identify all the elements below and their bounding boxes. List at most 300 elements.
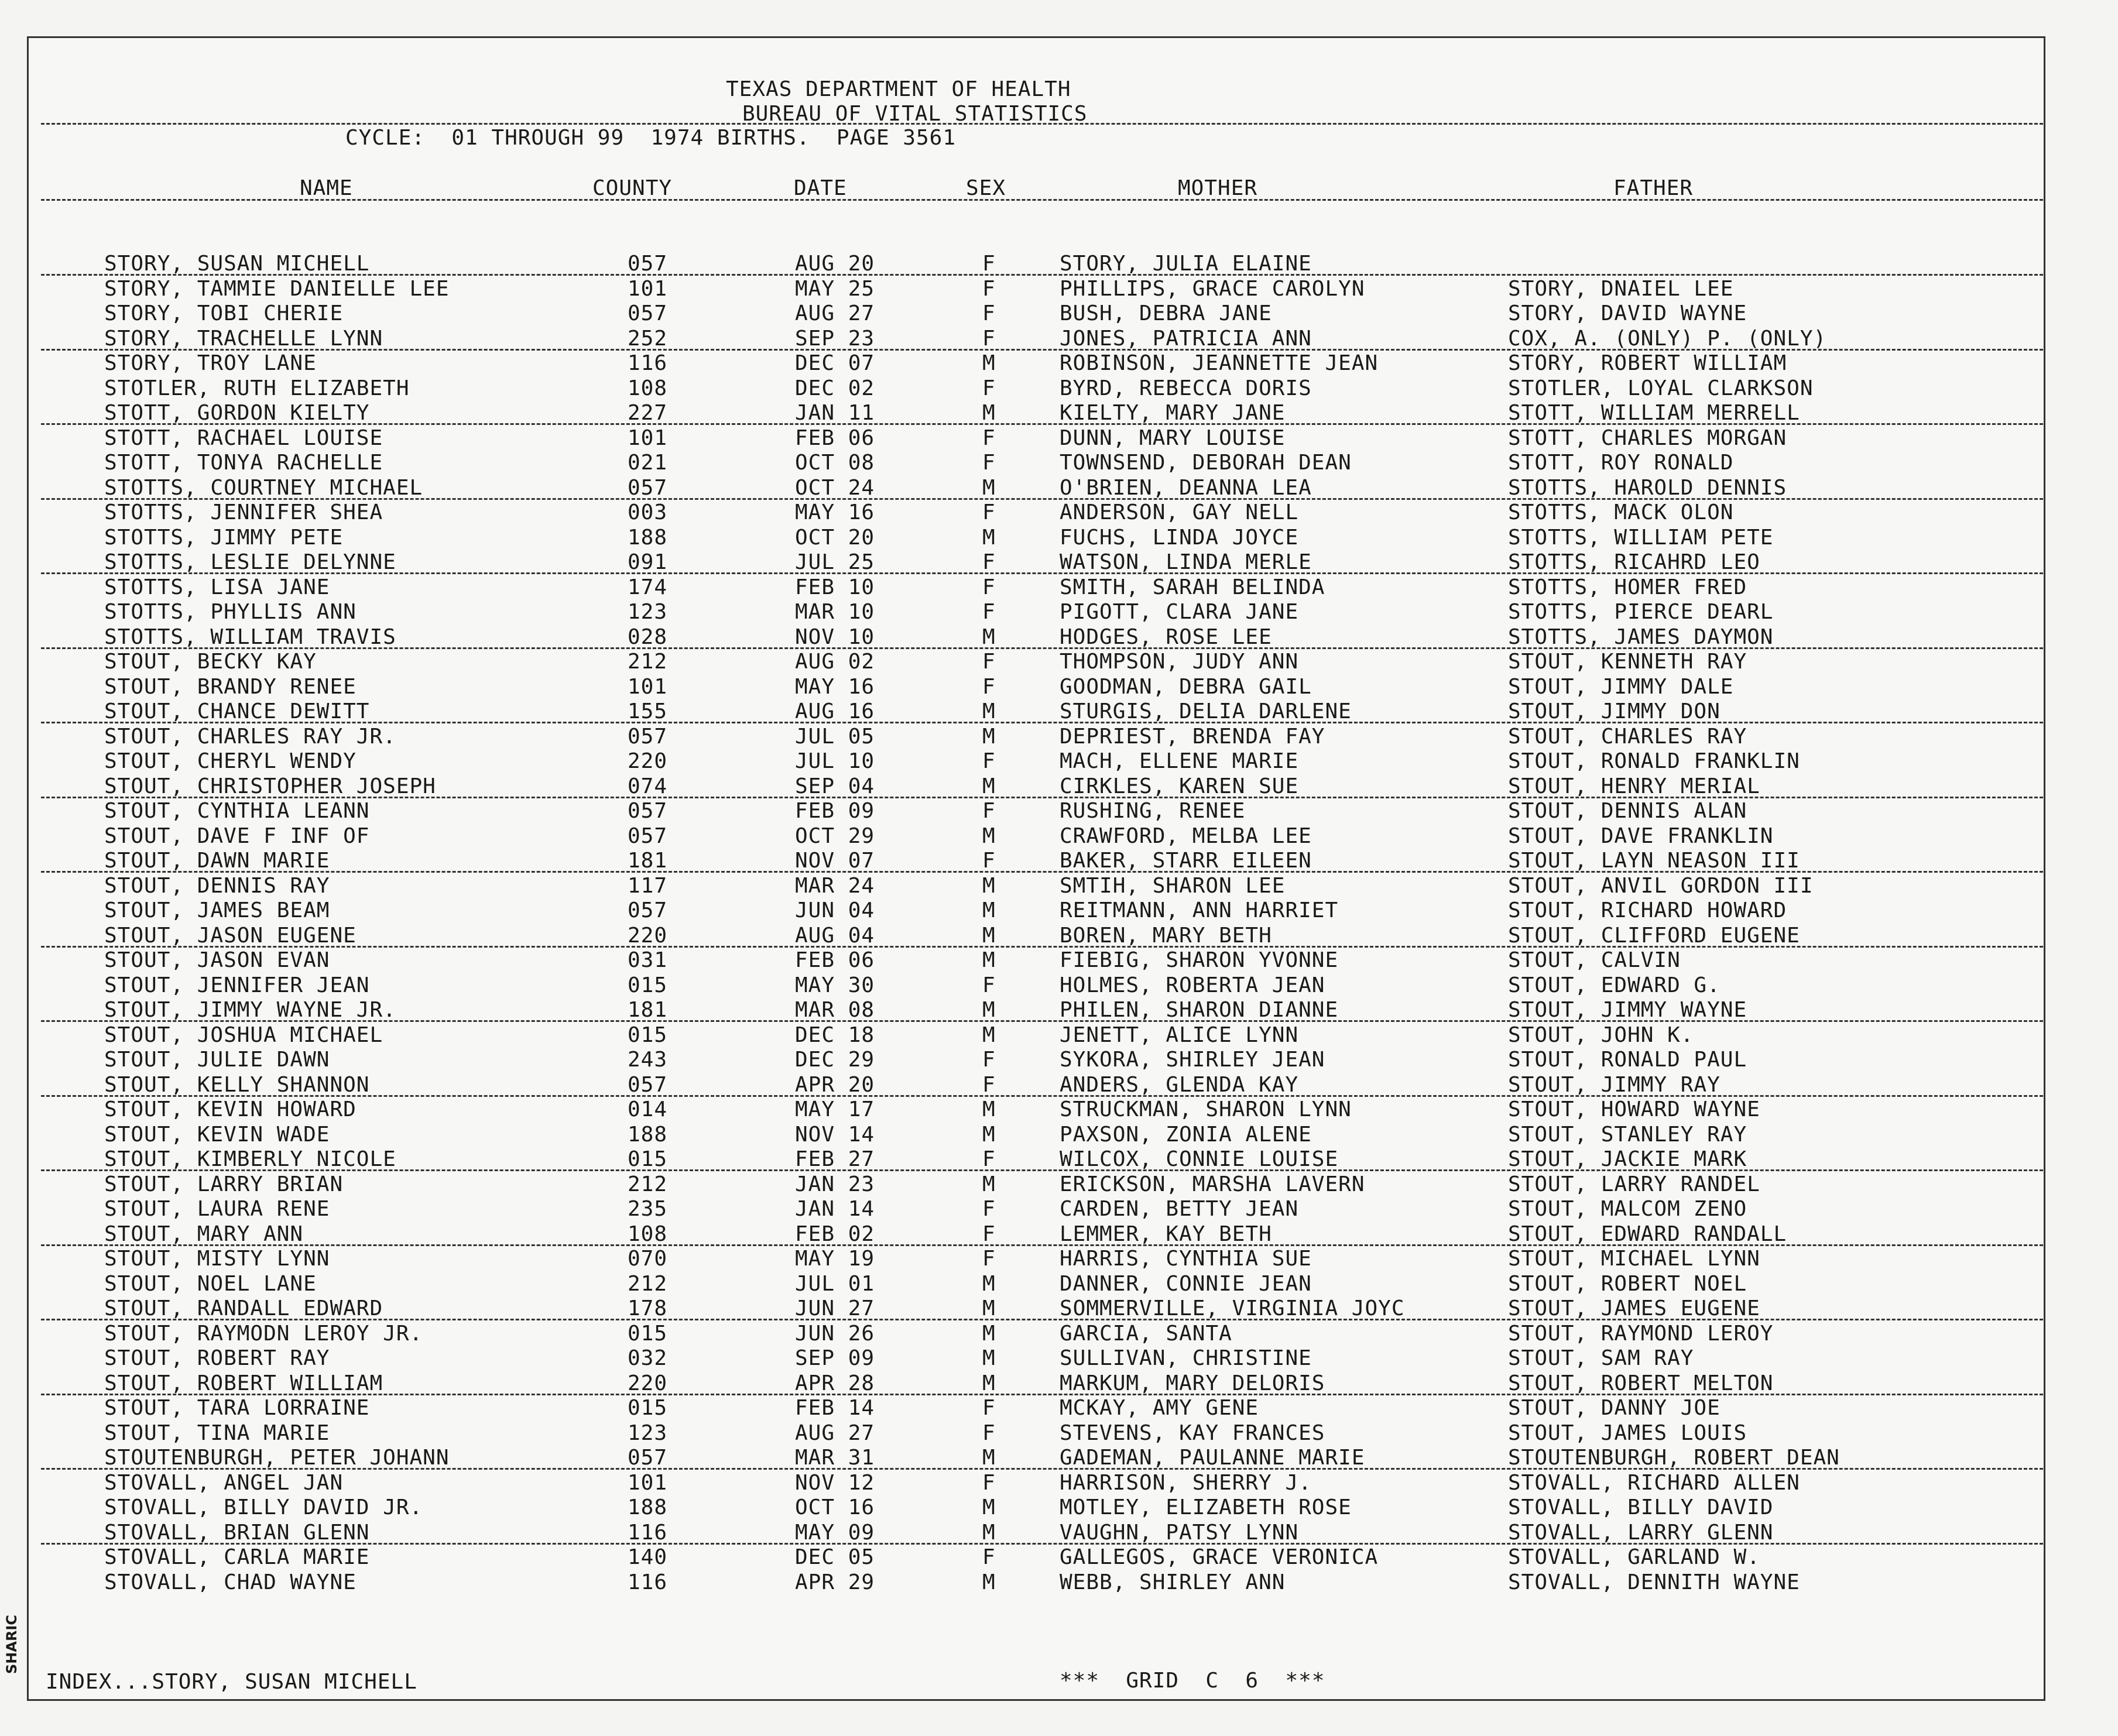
cell-county: 070 bbox=[628, 1247, 668, 1271]
cell-sex: M bbox=[982, 1570, 996, 1594]
cell-name: STOVALL, ANGEL JAN bbox=[104, 1470, 344, 1495]
cell-date: OCT 29 bbox=[795, 824, 875, 848]
cell-mother: WILCOX, CONNIE LOUISE bbox=[1060, 1147, 1339, 1171]
cell-mother: GADEMAN, PAULANNE MARIE bbox=[1060, 1446, 1365, 1470]
cell-name: STOTTS, JENNIFER SHEA bbox=[104, 500, 383, 524]
cell-name: STOTTS, JIMMY PETE bbox=[104, 525, 344, 550]
cell-sex: F bbox=[982, 973, 996, 997]
cell-sex: M bbox=[982, 948, 996, 972]
cell-date: NOV 07 bbox=[795, 849, 875, 873]
cell-county: 117 bbox=[628, 873, 668, 898]
cell-name: STOUT, RANDALL EDWARD bbox=[104, 1296, 383, 1320]
cell-county: 057 bbox=[628, 252, 668, 276]
cell-name: STOUT, CYNTHIA LEANN bbox=[104, 799, 370, 823]
table-row bbox=[0, 699, 2118, 724]
cell-county: 181 bbox=[628, 998, 668, 1022]
cell-father: STOUT, ROBERT NOEL bbox=[1508, 1271, 1747, 1296]
cell-date: FEB 10 bbox=[795, 575, 875, 599]
cell-name: STOVALL, CHAD WAYNE bbox=[104, 1570, 357, 1594]
table-row bbox=[0, 1495, 2118, 1520]
column-header-date: DATE bbox=[794, 176, 847, 200]
cell-sex: F bbox=[982, 301, 996, 325]
cell-name: STOUT, TARA LORRAINE bbox=[104, 1396, 370, 1420]
cell-date: FEB 09 bbox=[795, 799, 875, 823]
cell-county: 155 bbox=[628, 699, 668, 723]
cell-name: STOUT, NOEL LANE bbox=[104, 1271, 317, 1296]
cell-father: STOVALL, LARRY GLENN bbox=[1508, 1520, 1774, 1545]
cell-county: 212 bbox=[628, 650, 668, 674]
cell-county: 188 bbox=[628, 1122, 668, 1147]
cycle-line: CYCLE: 01 THROUGH 99 1974 BIRTHS. PAGE 3561 bbox=[345, 126, 956, 150]
cell-father: STOUT, EDWARD RANDALL bbox=[1508, 1222, 1787, 1246]
cell-father: STOUT, RAYMOND LEROY bbox=[1508, 1321, 1774, 1346]
cell-name: STOUT, BECKY KAY bbox=[104, 650, 317, 674]
cell-mother: KIELTY, MARY JANE bbox=[1060, 401, 1286, 425]
cell-county: 243 bbox=[628, 1048, 668, 1072]
footer-grid: *** GRID C 6 *** bbox=[1060, 1669, 1325, 1693]
cell-date: AUG 16 bbox=[795, 699, 875, 723]
cell-county: 188 bbox=[628, 1495, 668, 1519]
cell-sex: F bbox=[982, 426, 996, 450]
cell-date: NOV 12 bbox=[795, 1470, 875, 1495]
table-row bbox=[0, 301, 2118, 326]
group-separator bbox=[41, 797, 2043, 798]
cell-sex: M bbox=[982, 1097, 996, 1121]
cell-sex: F bbox=[982, 252, 996, 276]
cell-date: OCT 16 bbox=[795, 1495, 875, 1519]
cell-mother: WATSON, LINDA MERLE bbox=[1060, 550, 1312, 574]
table-row bbox=[0, 1371, 2118, 1396]
cell-mother: GARCIA, SANTA bbox=[1060, 1321, 1232, 1346]
cell-sex: M bbox=[982, 923, 996, 948]
cell-father: STOUT, JOHN K. bbox=[1508, 1023, 1694, 1047]
cell-sex: F bbox=[982, 575, 996, 599]
cell-sex: F bbox=[982, 1197, 996, 1221]
cell-name: STOUT, JOSHUA MICHAEL bbox=[104, 1023, 383, 1047]
cell-father: STOUT, LARRY RANDEL bbox=[1508, 1172, 1760, 1196]
cell-county: 101 bbox=[628, 1470, 668, 1495]
cell-father: STOTT, WILLIAM MERRELL bbox=[1508, 401, 1800, 425]
table-row bbox=[0, 1521, 2118, 1545]
cell-father: STOUT, DENNIS ALAN bbox=[1508, 799, 1747, 823]
cell-county: 116 bbox=[628, 1570, 668, 1594]
cell-name: STORY, TAMMIE DANIELLE LEE bbox=[104, 276, 450, 301]
cell-sex: M bbox=[982, 351, 996, 375]
cell-sex: F bbox=[982, 1048, 996, 1072]
cell-name: STOUT, CHERYL WENDY bbox=[104, 749, 357, 773]
cell-county: 252 bbox=[628, 326, 668, 351]
cell-date: MAY 19 bbox=[795, 1247, 875, 1271]
cell-name: STOUT, ROBERT RAY bbox=[104, 1346, 330, 1370]
cell-county: 057 bbox=[628, 799, 668, 823]
cell-father: STOUT, HOWARD WAYNE bbox=[1508, 1097, 1760, 1121]
cell-mother: FIEBIG, SHARON YVONNE bbox=[1060, 948, 1339, 972]
cell-county: 057 bbox=[628, 724, 668, 749]
cell-date: MAY 30 bbox=[795, 973, 875, 997]
group-separator bbox=[41, 423, 2043, 425]
cell-father: STOUT, JAMES LOUIS bbox=[1508, 1421, 1747, 1445]
cell-sex: F bbox=[982, 1470, 996, 1495]
group-separator bbox=[41, 349, 2043, 351]
table-row bbox=[0, 1545, 2118, 1570]
group-separator bbox=[41, 1394, 2043, 1395]
cell-mother: CRAWFORD, MELBA LEE bbox=[1060, 824, 1312, 848]
table-row bbox=[0, 1172, 2118, 1197]
footer-index: INDEX...STORY, SUSAN MICHELL bbox=[46, 1670, 417, 1694]
table-row bbox=[0, 1471, 2118, 1495]
cell-mother: HARRIS, CYNTHIA SUE bbox=[1060, 1247, 1312, 1271]
cell-mother: GOODMAN, DEBRA GAIL bbox=[1060, 674, 1312, 699]
cell-county: 108 bbox=[628, 376, 668, 400]
cell-county: 003 bbox=[628, 500, 668, 524]
cell-father: STOTTS, JAMES DAYMON bbox=[1508, 625, 1774, 649]
cell-mother: JONES, PATRICIA ANN bbox=[1060, 326, 1312, 351]
cell-date: NOV 10 bbox=[795, 625, 875, 649]
cell-name: STOVALL, CARLA MARIE bbox=[104, 1545, 370, 1569]
cell-name: STOUT, JASON EVAN bbox=[104, 948, 330, 972]
cell-date: MAR 31 bbox=[795, 1446, 875, 1470]
cell-name: STOUT, JAMES BEAM bbox=[104, 898, 330, 922]
cell-sex: F bbox=[982, 650, 996, 674]
cell-mother: BAKER, STARR EILEEN bbox=[1060, 849, 1312, 873]
cell-father: STOUT, DANNY JOE bbox=[1508, 1396, 1721, 1420]
cell-sex: F bbox=[982, 1222, 996, 1246]
table-row bbox=[0, 625, 2118, 650]
cell-sex: M bbox=[982, 1321, 996, 1346]
cell-mother: DUNN, MARY LOUISE bbox=[1060, 426, 1286, 450]
cell-name: STOUT, JULIE DAWN bbox=[104, 1048, 330, 1072]
side-label: SHARIC bbox=[4, 1615, 20, 1674]
cell-date: AUG 27 bbox=[795, 301, 875, 325]
cell-sex: M bbox=[982, 824, 996, 848]
cell-sex: M bbox=[982, 1446, 996, 1470]
table-row bbox=[0, 774, 2118, 799]
cell-sex: F bbox=[982, 849, 996, 873]
cell-father: STOUT, STANLEY RAY bbox=[1508, 1122, 1747, 1147]
table-row bbox=[0, 1272, 2118, 1296]
cell-mother: HARRISON, SHERRY J. bbox=[1060, 1470, 1312, 1495]
table-row bbox=[0, 1048, 2118, 1072]
group-separator bbox=[41, 871, 2043, 873]
cell-date: FEB 02 bbox=[795, 1222, 875, 1246]
cell-sex: M bbox=[982, 625, 996, 649]
cell-name: STOTT, RACHAEL LOUISE bbox=[104, 426, 383, 450]
cell-county: 032 bbox=[628, 1346, 668, 1370]
table-row bbox=[0, 1073, 2118, 1097]
cell-sex: M bbox=[982, 1495, 996, 1519]
cell-sex: M bbox=[982, 724, 996, 749]
cell-date: SEP 09 bbox=[795, 1346, 875, 1370]
cell-county: 174 bbox=[628, 575, 668, 599]
cell-county: 015 bbox=[628, 1147, 668, 1171]
cell-name: STOUT, KEVIN WADE bbox=[104, 1122, 330, 1147]
cell-date: DEC 07 bbox=[795, 351, 875, 375]
cell-father: STOUT, SAM RAY bbox=[1508, 1346, 1694, 1370]
cell-date: AUG 20 bbox=[795, 252, 875, 276]
cell-father: STORY, DNAIEL LEE bbox=[1508, 276, 1734, 301]
cell-mother: HOLMES, ROBERTA JEAN bbox=[1060, 973, 1325, 997]
cell-sex: M bbox=[982, 774, 996, 798]
cell-sex: F bbox=[982, 600, 996, 624]
cell-county: 057 bbox=[628, 824, 668, 848]
cell-name: STOTT, GORDON KIELTY bbox=[104, 401, 370, 425]
table-row bbox=[0, 650, 2118, 674]
cell-county: 178 bbox=[628, 1296, 668, 1320]
cell-mother: O'BRIEN, DEANNA LEA bbox=[1060, 475, 1312, 500]
cell-mother: GALLEGOS, GRACE VERONICA bbox=[1060, 1545, 1379, 1569]
cell-father: STOUT, RICHARD HOWARD bbox=[1508, 898, 1787, 922]
cell-mother: PHILEN, SHARON DIANNE bbox=[1060, 998, 1339, 1022]
cell-sex: M bbox=[982, 699, 996, 723]
cell-mother: STEVENS, KAY FRANCES bbox=[1060, 1421, 1325, 1445]
cell-date: AUG 02 bbox=[795, 650, 875, 674]
cell-county: 140 bbox=[628, 1545, 668, 1569]
cell-county: 108 bbox=[628, 1222, 668, 1246]
cell-county: 188 bbox=[628, 525, 668, 550]
table-row bbox=[0, 327, 2118, 351]
cell-sex: F bbox=[982, 1396, 996, 1420]
header-line-1: TEXAS DEPARTMENT OF HEALTH bbox=[726, 77, 1071, 101]
cell-father: STOTTS, HAROLD DENNIS bbox=[1508, 475, 1787, 500]
cell-county: 057 bbox=[628, 898, 668, 922]
table-row bbox=[0, 998, 2118, 1023]
table-row bbox=[0, 973, 2118, 998]
cell-father: STOUT, HENRY MERIAL bbox=[1508, 774, 1760, 798]
cell-date: DEC 02 bbox=[795, 376, 875, 400]
cell-date: MAY 09 bbox=[795, 1520, 875, 1545]
cell-sex: F bbox=[982, 276, 996, 301]
cell-county: 015 bbox=[628, 1321, 668, 1346]
table-row bbox=[0, 550, 2118, 575]
cell-father: STOVALL, BILLY DAVID bbox=[1508, 1495, 1774, 1519]
cell-mother: THOMPSON, JUDY ANN bbox=[1060, 650, 1299, 674]
cell-father: STOUT, RONALD PAUL bbox=[1508, 1048, 1747, 1072]
cell-date: NOV 14 bbox=[795, 1122, 875, 1147]
column-header-rule bbox=[41, 199, 2043, 201]
cell-county: 220 bbox=[628, 1371, 668, 1395]
cell-sex: M bbox=[982, 1520, 996, 1545]
cell-date: JAN 14 bbox=[795, 1197, 875, 1221]
cell-county: 212 bbox=[628, 1271, 668, 1296]
group-separator bbox=[41, 1020, 2043, 1022]
cell-father: STOUT, CHARLES RAY bbox=[1508, 724, 1747, 749]
cell-date: MAR 10 bbox=[795, 600, 875, 624]
cell-date: FEB 06 bbox=[795, 426, 875, 450]
cell-name: STOUT, TINA MARIE bbox=[104, 1421, 330, 1445]
cell-sex: F bbox=[982, 799, 996, 823]
cell-name: STOUT, DENNIS RAY bbox=[104, 873, 330, 898]
cell-county: 015 bbox=[628, 1396, 668, 1420]
column-header-mother: MOTHER bbox=[1178, 176, 1258, 200]
group-separator bbox=[41, 1543, 2043, 1545]
cell-name: STOTTS, COURTNEY MICHAEL bbox=[104, 475, 423, 500]
cell-date: OCT 08 bbox=[795, 451, 875, 475]
cell-name: STOUT, RAYMODN LEROY JR. bbox=[104, 1321, 423, 1346]
cell-name: STOUT, CHRISTOPHER JOSEPH bbox=[104, 774, 436, 798]
cell-sex: F bbox=[982, 1247, 996, 1271]
cell-mother: REITMANN, ANN HARRIET bbox=[1060, 898, 1339, 922]
cell-name: STOUT, KELLY SHANNON bbox=[104, 1072, 370, 1097]
cell-father: STOTTS, MACK OLON bbox=[1508, 500, 1734, 524]
cell-father: STOTT, ROY RONALD bbox=[1508, 451, 1734, 475]
cell-name: STOUT, DAVE F INF OF bbox=[104, 824, 370, 848]
cell-sex: M bbox=[982, 1122, 996, 1147]
table-row bbox=[0, 401, 2118, 426]
cell-father: STOTTS, WILLIAM PETE bbox=[1508, 525, 1774, 550]
cell-name: STOUT, ROBERT WILLIAM bbox=[104, 1371, 383, 1395]
cell-name: STOUT, CHANCE DEWITT bbox=[104, 699, 370, 723]
cell-county: 028 bbox=[628, 625, 668, 649]
cell-county: 181 bbox=[628, 849, 668, 873]
cell-date: FEB 14 bbox=[795, 1396, 875, 1420]
cell-date: APR 20 bbox=[795, 1072, 875, 1097]
cell-date: JUN 04 bbox=[795, 898, 875, 922]
cell-mother: SULLIVAN, CHRISTINE bbox=[1060, 1346, 1312, 1370]
cell-name: STOVALL, BRIAN GLENN bbox=[104, 1520, 370, 1545]
cell-father: STOUT, DAVE FRANKLIN bbox=[1508, 824, 1774, 848]
cell-name: STOTT, TONYA RACHELLE bbox=[104, 451, 383, 475]
cell-name: STOUT, MARY ANN bbox=[104, 1222, 304, 1246]
cell-county: 074 bbox=[628, 774, 668, 798]
group-separator bbox=[41, 1319, 2043, 1320]
cell-county: 101 bbox=[628, 426, 668, 450]
cell-sex: F bbox=[982, 1545, 996, 1569]
group-separator bbox=[41, 722, 2043, 723]
table-row bbox=[0, 849, 2118, 873]
cell-father: STOUT, JACKIE MARK bbox=[1508, 1147, 1747, 1171]
cell-mother: ANDERS, GLENDA KAY bbox=[1060, 1072, 1299, 1097]
cell-date: JUL 10 bbox=[795, 749, 875, 773]
cell-name: STOUT, BRANDY RENEE bbox=[104, 674, 357, 699]
cell-father: STOUT, KENNETH RAY bbox=[1508, 650, 1747, 674]
table-row bbox=[0, 675, 2118, 699]
cell-mother: RUSHING, RENEE bbox=[1060, 799, 1246, 823]
cell-county: 015 bbox=[628, 973, 668, 997]
cell-mother: CIRKLES, KAREN SUE bbox=[1060, 774, 1299, 798]
column-header-father: FATHER bbox=[1613, 176, 1694, 200]
cell-name: STOUT, MISTY LYNN bbox=[104, 1247, 330, 1271]
cell-sex: F bbox=[982, 550, 996, 574]
cell-sex: M bbox=[982, 475, 996, 500]
table-row bbox=[0, 351, 2118, 376]
cell-mother: MARKUM, MARY DELORIS bbox=[1060, 1371, 1325, 1395]
cell-sex: M bbox=[982, 1172, 996, 1196]
cell-name: STOTLER, RUTH ELIZABETH bbox=[104, 376, 410, 400]
cell-name: STOUT, DAWN MARIE bbox=[104, 849, 330, 873]
cell-father: STOUT, JIMMY DON bbox=[1508, 699, 1721, 723]
cell-county: 116 bbox=[628, 1520, 668, 1545]
table-row bbox=[0, 1147, 2118, 1172]
cell-name: STORY, TRACHELLE LYNN bbox=[104, 326, 383, 351]
cell-date: MAY 16 bbox=[795, 500, 875, 524]
cell-sex: M bbox=[982, 1023, 996, 1047]
cell-date: JAN 11 bbox=[795, 401, 875, 425]
cell-date: JUL 25 bbox=[795, 550, 875, 574]
table-row bbox=[0, 1446, 2118, 1470]
table-row bbox=[0, 476, 2118, 500]
cell-mother: STRUCKMAN, SHARON LYNN bbox=[1060, 1097, 1352, 1121]
cell-date: DEC 29 bbox=[795, 1048, 875, 1072]
cell-father: STOTT, CHARLES MORGAN bbox=[1508, 426, 1787, 450]
cell-name: STORY, TOBI CHERIE bbox=[104, 301, 344, 325]
cell-father: STOTLER, LOYAL CLARKSON bbox=[1508, 376, 1814, 400]
table-row bbox=[0, 1346, 2118, 1371]
cell-county: 091 bbox=[628, 550, 668, 574]
table-row bbox=[0, 526, 2118, 550]
cell-date: JAN 23 bbox=[795, 1172, 875, 1196]
cell-sex: M bbox=[982, 898, 996, 922]
cell-name: STOUT, CHARLES RAY JR. bbox=[104, 724, 396, 749]
cell-father: STOTTS, HOMER FRED bbox=[1508, 575, 1747, 599]
cell-mother: MOTLEY, ELIZABETH ROSE bbox=[1060, 1495, 1352, 1519]
cell-county: 227 bbox=[628, 401, 668, 425]
cell-mother: ERICKSON, MARSHA LAVERN bbox=[1060, 1172, 1365, 1196]
cell-father: STOUT, JIMMY RAY bbox=[1508, 1072, 1721, 1097]
cell-name: STOUT, JENNIFER JEAN bbox=[104, 973, 370, 997]
cell-county: 116 bbox=[628, 351, 668, 375]
cell-father: STOUT, MALCOM ZENO bbox=[1508, 1197, 1747, 1221]
cell-date: SEP 23 bbox=[795, 326, 875, 351]
cell-sex: F bbox=[982, 1421, 996, 1445]
header-line-2: BUREAU OF VITAL STATISTICS bbox=[742, 102, 1088, 126]
cell-sex: F bbox=[982, 451, 996, 475]
cell-mother: BUSH, DEBRA JANE bbox=[1060, 301, 1272, 325]
group-separator bbox=[41, 1169, 2043, 1171]
group-separator bbox=[41, 1244, 2043, 1246]
cell-mother: ANDERSON, GAY NELL bbox=[1060, 500, 1299, 524]
cell-date: MAR 08 bbox=[795, 998, 875, 1022]
cell-mother: DEPRIEST, BRENDA FAY bbox=[1060, 724, 1325, 749]
cell-county: 021 bbox=[628, 451, 668, 475]
group-separator bbox=[41, 1095, 2043, 1097]
table-row bbox=[0, 500, 2118, 525]
cell-father: STOVALL, GARLAND W. bbox=[1508, 1545, 1760, 1569]
table-row bbox=[0, 1222, 2118, 1247]
cell-county: 101 bbox=[628, 674, 668, 699]
cell-mother: MCKAY, AMY GENE bbox=[1060, 1396, 1259, 1420]
column-header-sex: SEX bbox=[966, 176, 1006, 200]
cell-mother: LEMMER, KAY BETH bbox=[1060, 1222, 1272, 1246]
cell-sex: M bbox=[982, 401, 996, 425]
group-separator bbox=[41, 1468, 2043, 1470]
cell-county: 220 bbox=[628, 923, 668, 948]
cell-father: STOUT, JIMMY WAYNE bbox=[1508, 998, 1747, 1022]
cell-county: 015 bbox=[628, 1023, 668, 1047]
cell-sex: M bbox=[982, 1346, 996, 1370]
table-row bbox=[0, 1296, 2118, 1321]
table-row bbox=[0, 451, 2118, 475]
cell-date: FEB 27 bbox=[795, 1147, 875, 1171]
table-row bbox=[0, 725, 2118, 749]
cell-county: 212 bbox=[628, 1172, 668, 1196]
group-separator bbox=[41, 647, 2043, 649]
table-row bbox=[0, 898, 2118, 923]
cell-date: OCT 24 bbox=[795, 475, 875, 500]
cell-date: OCT 20 bbox=[795, 525, 875, 550]
cell-father: STOUTENBURGH, ROBERT DEAN bbox=[1508, 1446, 1840, 1470]
table-row bbox=[0, 824, 2118, 849]
cell-father: STOUT, CALVIN bbox=[1508, 948, 1681, 972]
cell-mother: WEBB, SHIRLEY ANN bbox=[1060, 1570, 1286, 1594]
cell-mother: VAUGHN, PATSY LYNN bbox=[1060, 1520, 1299, 1545]
table-row bbox=[0, 1123, 2118, 1147]
cell-mother: MACH, ELLENE MARIE bbox=[1060, 749, 1299, 773]
cell-father: STOUT, ANVIL GORDON III bbox=[1508, 873, 1814, 898]
cell-name: STOTTS, WILLIAM TRAVIS bbox=[104, 625, 396, 649]
cell-mother: PIGOTT, CLARA JANE bbox=[1060, 600, 1299, 624]
table-row bbox=[0, 426, 2118, 451]
table-row bbox=[0, 874, 2118, 898]
